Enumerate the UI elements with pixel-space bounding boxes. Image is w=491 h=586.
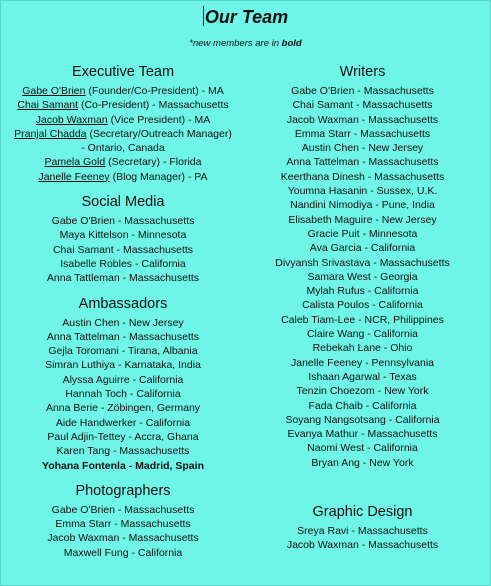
section-title-writers: Writers: [339, 64, 386, 80]
list-item: Gracie Puit - Minnesota: [307, 227, 418, 240]
list-item: Jacob Waxman - Massachusetts: [47, 532, 199, 545]
new-member-item: Yohana Fontenla - Madrid, Spain: [42, 459, 204, 472]
list-item: Aide Handwerker - California: [55, 416, 191, 429]
list-item: Austin Chen - New Jersey: [62, 316, 184, 329]
list-item: Jacob Waxman - Massachusetts: [286, 539, 439, 552]
list-item: Maxwell Fung - California: [63, 546, 183, 559]
list-item: Gabe O'Brien - Massachusetts: [51, 503, 195, 516]
list-item: Caleb Tiam-Lee - NCR, Philippines: [281, 313, 444, 326]
list-item: Rebekah Lane - Ohio: [312, 342, 413, 355]
list-item: Austin Chen - New Jersey: [301, 142, 424, 155]
list-item: Sreya Ravi - Massachusetts: [297, 525, 428, 538]
list-item: Fada Chaib - California: [308, 399, 417, 412]
list-item: Janelle Feeney - Pennsylvania: [290, 356, 434, 369]
member-link[interactable]: Janelle Feeney: [38, 170, 110, 183]
list-item: Nandini Nimodiya - Pune, India: [290, 199, 435, 212]
list-item: Chai Samant - Massachusetts: [52, 243, 194, 256]
exec-member: Chai Samant (Co-President) - Massachusetts: [17, 99, 229, 112]
list-item: Gabe O'Brien - Massachusetts: [291, 85, 434, 97]
list-item: Anna Tattelman - Massachusetts: [46, 330, 200, 343]
exec-member: Janelle Feeney (Blog Manager) - PA: [38, 170, 208, 183]
member-link[interactable]: Jacob Waxman: [35, 113, 108, 126]
list-item: Elisabeth Maguire - New Jersey: [288, 213, 437, 226]
list-item: Jacob Waxman - Massachusetts: [286, 113, 439, 126]
member-link[interactable]: Pamela Gold: [44, 156, 106, 169]
list-item: Gejla Toromani - Tirana, Albania: [48, 345, 198, 358]
list-item: Paul Adjin-Tettey - Accra, Ghana: [47, 430, 199, 443]
list-item: Claire Wang - California: [306, 328, 419, 341]
list-item: Gabe O'Brien - Massachusetts: [51, 215, 195, 228]
section-title-ambassadors: Ambassadors: [78, 295, 168, 312]
list-item: Naomi West - California: [307, 442, 418, 455]
list-item: Samara West - Georgia: [307, 270, 418, 283]
list-item: Anna Tattleman - Massachusetts: [46, 272, 200, 285]
list-item: Bryan Ang - New York: [311, 456, 414, 469]
section-title-graphic-design: Graphic Design: [312, 504, 413, 521]
list-item: Anna Tattelman - Massachusetts: [286, 156, 439, 169]
list-item: Emma Starr - Massachusetts: [294, 127, 431, 140]
section-title-photographers: Photographers: [75, 482, 171, 499]
list-item: Divyansh Srivastava - Massachusetts: [275, 256, 450, 269]
list-item: Hannah Toch - California: [65, 388, 181, 401]
list-item: Anna Berie - Zöbingen, Germany: [45, 402, 201, 415]
list-item: Alyssa Aguirre - California: [62, 373, 184, 386]
member-link[interactable]: Gabe O'Brien: [22, 85, 86, 97]
exec-member: Pranjal Chadda (Secretary/Outreach Manager): [14, 127, 232, 140]
exec-member-continuation: - Ontario, Canada: [81, 142, 165, 155]
section-title-executive: Executive Team: [71, 64, 175, 80]
left-column: [8, 64, 238, 560]
page-title: [0, 6, 491, 28]
list-item: Maya Kittelson - Minnesota: [59, 229, 187, 242]
list-item: Ava Garcia - California: [309, 242, 416, 255]
note-bold-text: bold: [281, 38, 302, 49]
member-link[interactable]: Pranjal Chadda: [14, 127, 87, 140]
list-item: Youmna Hasanin - Sussex, U.K.: [287, 185, 438, 198]
text-cursor: [203, 6, 204, 26]
note-text: *new members are in: [189, 38, 282, 49]
list-item: Mylah Rufus - California: [306, 285, 419, 298]
list-item: Isabelle Robles - California: [60, 257, 186, 270]
list-item: Emma Starr - Massachusetts: [55, 518, 191, 531]
exec-member: Jacob Waxman (Vice President) - MA: [35, 113, 211, 126]
page-title-text: Our Team: [204, 7, 289, 27]
list-item: Ishaan Agarwal - Texas: [308, 370, 417, 383]
list-item: Simran Luthiya - Karnataka, India: [45, 359, 201, 372]
exec-member: Pamela Gold (Secretary) - Florida: [44, 156, 202, 169]
right-column: [250, 64, 475, 553]
section-title-social-media: Social Media: [81, 194, 165, 211]
member-link[interactable]: Chai Samant: [17, 99, 79, 112]
list-item: Chai Samant - Massachusetts: [292, 99, 433, 112]
list-item: Keerthana Dinesh - Massachusetts: [280, 170, 445, 183]
list-item: Karen Tang - Massachusetts: [56, 445, 190, 458]
list-item: Soyang Nangsotsang - California: [285, 413, 440, 426]
list-item: Evanya Mathur - Massachusetts: [287, 428, 438, 441]
exec-member: Gabe O'Brien (Founder/Co-President) - MA: [22, 85, 224, 97]
list-item: Tenzin Choezom - New York: [296, 385, 429, 398]
new-members-note: [0, 38, 491, 49]
list-item: Calista Poulos - California: [302, 299, 423, 312]
